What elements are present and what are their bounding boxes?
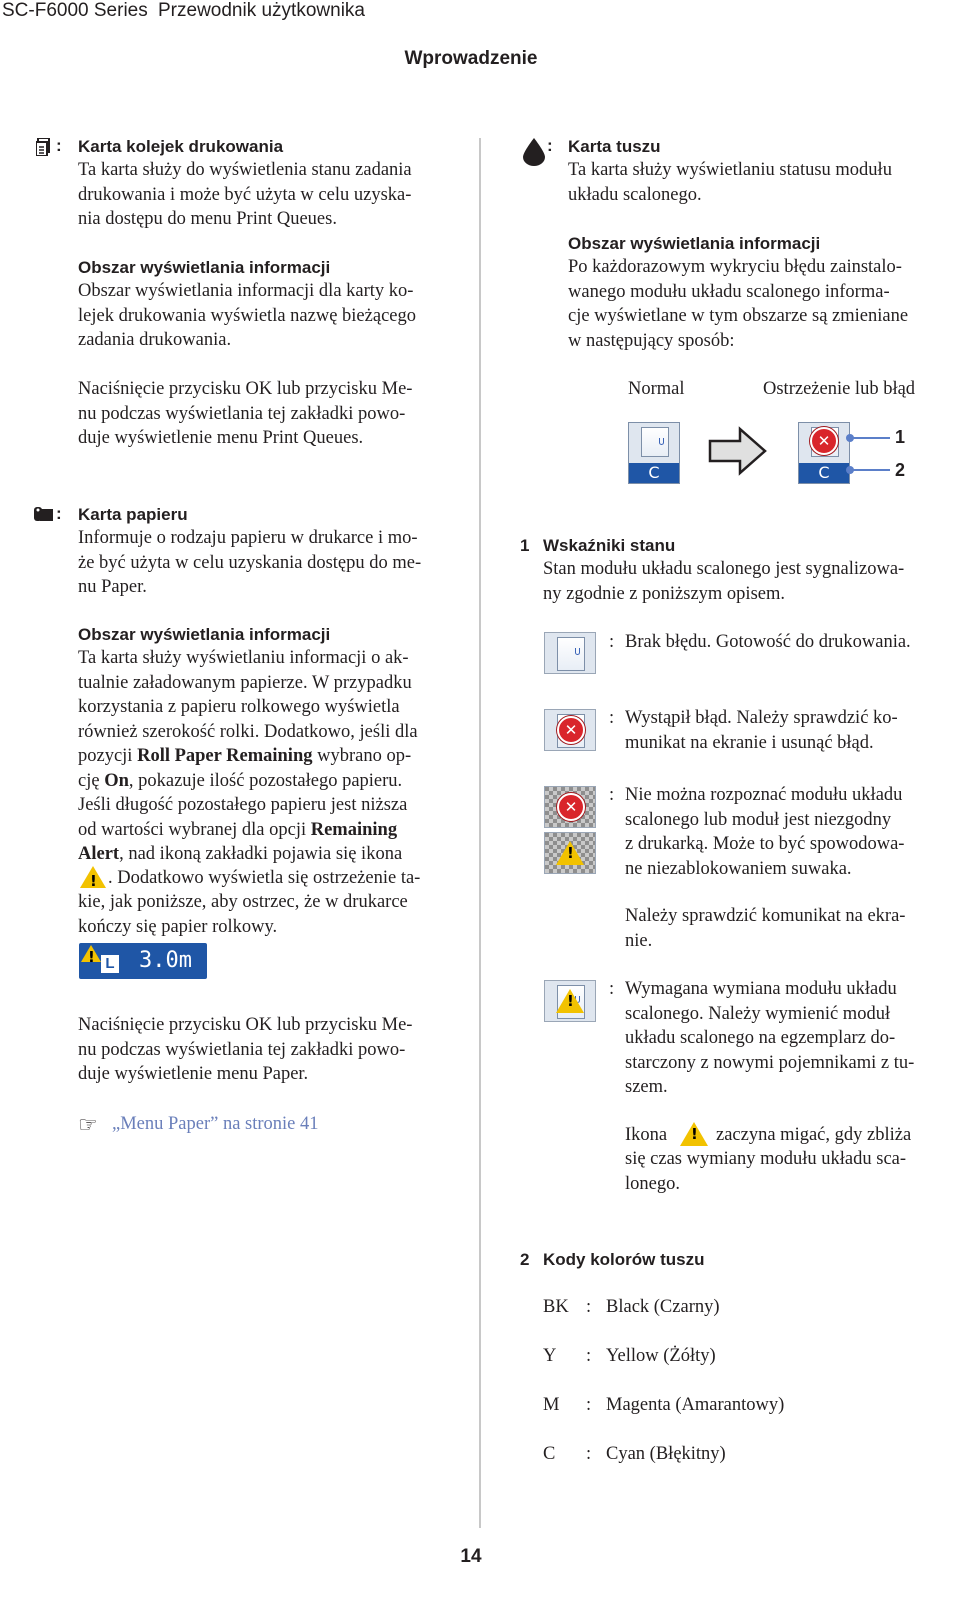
header-series: SC-F6000 Series [2, 0, 148, 21]
queue-press-text: Naciśnięcie przycisku OK lub przycisku Me- nu podczas wyświetlania tej zakładki powo- duje wyświetlenie menu Print Queues. [78, 379, 413, 448]
color-code-sep: : [586, 1346, 592, 1366]
status-colon: : [609, 785, 615, 805]
callout-2: 2 [895, 460, 906, 480]
colors-heading: Kody kolorów tuszu [543, 1250, 705, 1269]
arrow-right-icon [708, 426, 768, 476]
ink-title: Karta tuszu [568, 137, 661, 156]
warning-icon [680, 1122, 708, 1146]
color-code-sep: : [586, 1395, 592, 1415]
color-code: BK [543, 1297, 569, 1317]
ink-info-heading: Obszar wyświetlania informacji [568, 234, 821, 253]
status-error-icon: ✕ [544, 709, 596, 751]
color-code: C [543, 1444, 556, 1464]
paper-info-text-2: kie, jak poniższe, aby ostrzec, że w drukarce kończy się papier rolkowy. [78, 892, 408, 937]
print-queue-icon [36, 138, 52, 156]
normal-label: Normal [628, 379, 685, 399]
paper-info-heading: Obszar wyświetlania informacji [78, 625, 331, 644]
paper-title: Karta papieru [78, 505, 188, 524]
ink-desc: Ta karta służy wyświetlaniu statusu modułu układu scalonego. [568, 160, 892, 205]
paper-info-text [78, 646, 418, 867]
paper-info-line: również szerokość rolki. Dodatkowo, jeśli dla [78, 721, 418, 742]
color-code: M [543, 1395, 560, 1415]
menu-paper-link[interactable]: „Menu Paper” na stronie 41 [112, 1114, 319, 1134]
paper-info-line: korzystania z papieru rolkowego wyświetla [78, 697, 400, 717]
queue-desc: Ta karta służy do wyświetlenia stanu zadania drukowania i może być użyta w celu uzyska- nia dostępu do menu Print Queues. [78, 160, 412, 229]
status-colon: : [609, 979, 615, 999]
status-colon: : [609, 632, 615, 652]
status-unrecognized-warning-icon [544, 832, 596, 874]
ink-colon: : [547, 136, 553, 155]
roll-paper-icon: L [101, 955, 119, 973]
queue-colon: : [56, 136, 62, 155]
cartridge-error: ✕ C [798, 422, 850, 484]
queue-info-text: Obszar wyświetlania informacji dla karty ko- lejek drukowania wyświetla nazwę bieżącego zadania drukowania. [78, 281, 416, 350]
warning-icon [81, 945, 101, 962]
column-divider [479, 138, 481, 1528]
status-replace-text: Wymagana wymiana modułu układu scalonego. Należy wymienić moduł układu scalonego na egzemplarz do- starczony z nowymi pojemnikami z tu- szem. [625, 979, 915, 1097]
status-number: 1 [520, 536, 530, 555]
ink-info-text: Po każdorazowym wykryciu błędu zainstalo- wanego modułu układu scalonego informa- cje wyświetlane w tym obszarze są zmieniane w następujący sposób: [568, 257, 909, 351]
paper-info-line: tualnie załadowanym papierze. W przypadku [78, 672, 412, 693]
status-error-text: Wystąpił błąd. Należy sprawdzić ko- munikat na ekranie i usunąć błąd. [625, 708, 898, 753]
paper-info-line: Alert, nad ikoną zakładki pojawia się ikona [78, 844, 403, 864]
paper-info-line: cję On, pokazuje ilość pozostałego papieru. [78, 770, 403, 791]
status-unrecognized-error-icon: ✕ [544, 786, 596, 828]
status-unrecognized-text-2: Należy sprawdzić komunikat na ekra- nie. [625, 906, 906, 951]
paper-colon: : [56, 504, 62, 523]
color-name: Yellow (Żółty) [606, 1346, 716, 1366]
ink-drop-icon [523, 138, 545, 166]
status-unrecognized-text: Nie można rozpoznać modułu układu scalonego lub moduł jest niezgodny z drukarką. Może to być spowodowa- ne niezablokowaniem suwaka. [625, 785, 905, 879]
color-name: Black (Czarny) [606, 1297, 720, 1317]
color-name: Magenta (Amarantowy) [606, 1395, 785, 1415]
paper-info-icon-line: !. Dodatkowo wyświetla się ostrzeżenie ta- [78, 866, 420, 891]
error-label: Ostrzeżenie lub błąd [763, 379, 916, 399]
status-ok-text: Brak błędu. Gotowość do drukowania. [625, 632, 911, 652]
status-replace-icon [544, 980, 596, 1022]
color-code: Y [543, 1346, 557, 1366]
paper-tab-icon [34, 505, 54, 523]
paper-info-line: od wartości wybranej dla opcji Remaining [78, 819, 398, 840]
paper-info-line: Ta karta służy wyświetlaniu informacji o ak- [78, 648, 409, 668]
color-code-sep: : [586, 1297, 592, 1317]
roll-paper-display [79, 943, 207, 979]
cartridge-normal: C [628, 422, 680, 484]
status-desc: Stan modułu układu scalonego jest sygnalizowa- ny zgodnie z poniższym opisem. [543, 559, 905, 604]
section-title: Wprowadzenie [404, 48, 538, 69]
pointing-hand-icon: ☞ [78, 1112, 98, 1137]
error-icon: ✕ [810, 427, 838, 455]
queue-title: Karta kolejek drukowania [78, 137, 284, 156]
page-number: 14 [460, 1546, 482, 1567]
callout-1: 1 [895, 427, 906, 447]
paper-info-line: pozycji Roll Paper Remaining wybrano op- [78, 746, 412, 766]
status-colon: : [609, 708, 615, 728]
warning-icon [80, 866, 106, 888]
queue-info-heading: Obszar wyświetlania informacji [78, 258, 331, 277]
status-blink-text: się czas wymiany modułu układu sca- lonego. [625, 1149, 907, 1194]
roll-remaining-value: 3.0m [139, 948, 192, 973]
header-guide: Przewodnik użytkownika [158, 0, 365, 21]
color-name: Cyan (Błękitny) [606, 1444, 726, 1464]
color-code-sep: : [586, 1444, 592, 1464]
status-heading: Wskaźniki stanu [543, 536, 676, 555]
status-blink-post: zaczyna migać, gdy zbliża [716, 1125, 912, 1145]
paper-desc: Informuje o rodzaju papieru w drukarce i mo- że być użyta w celu uzyskania dostępu do me- nu Paper. [78, 528, 422, 597]
status-ok-icon [544, 632, 596, 674]
paper-info-line: Jeśli długość pozostałego papieru jest niższa [78, 795, 408, 815]
paper-press-text: Naciśnięcie przycisku OK lub przycisku Me- nu podczas wyświetlania tej zakładki powo- duje wyświetlenie menu Paper. [78, 1015, 413, 1084]
status-blink-pre: Ikona [625, 1125, 668, 1145]
colors-number: 2 [520, 1250, 530, 1269]
